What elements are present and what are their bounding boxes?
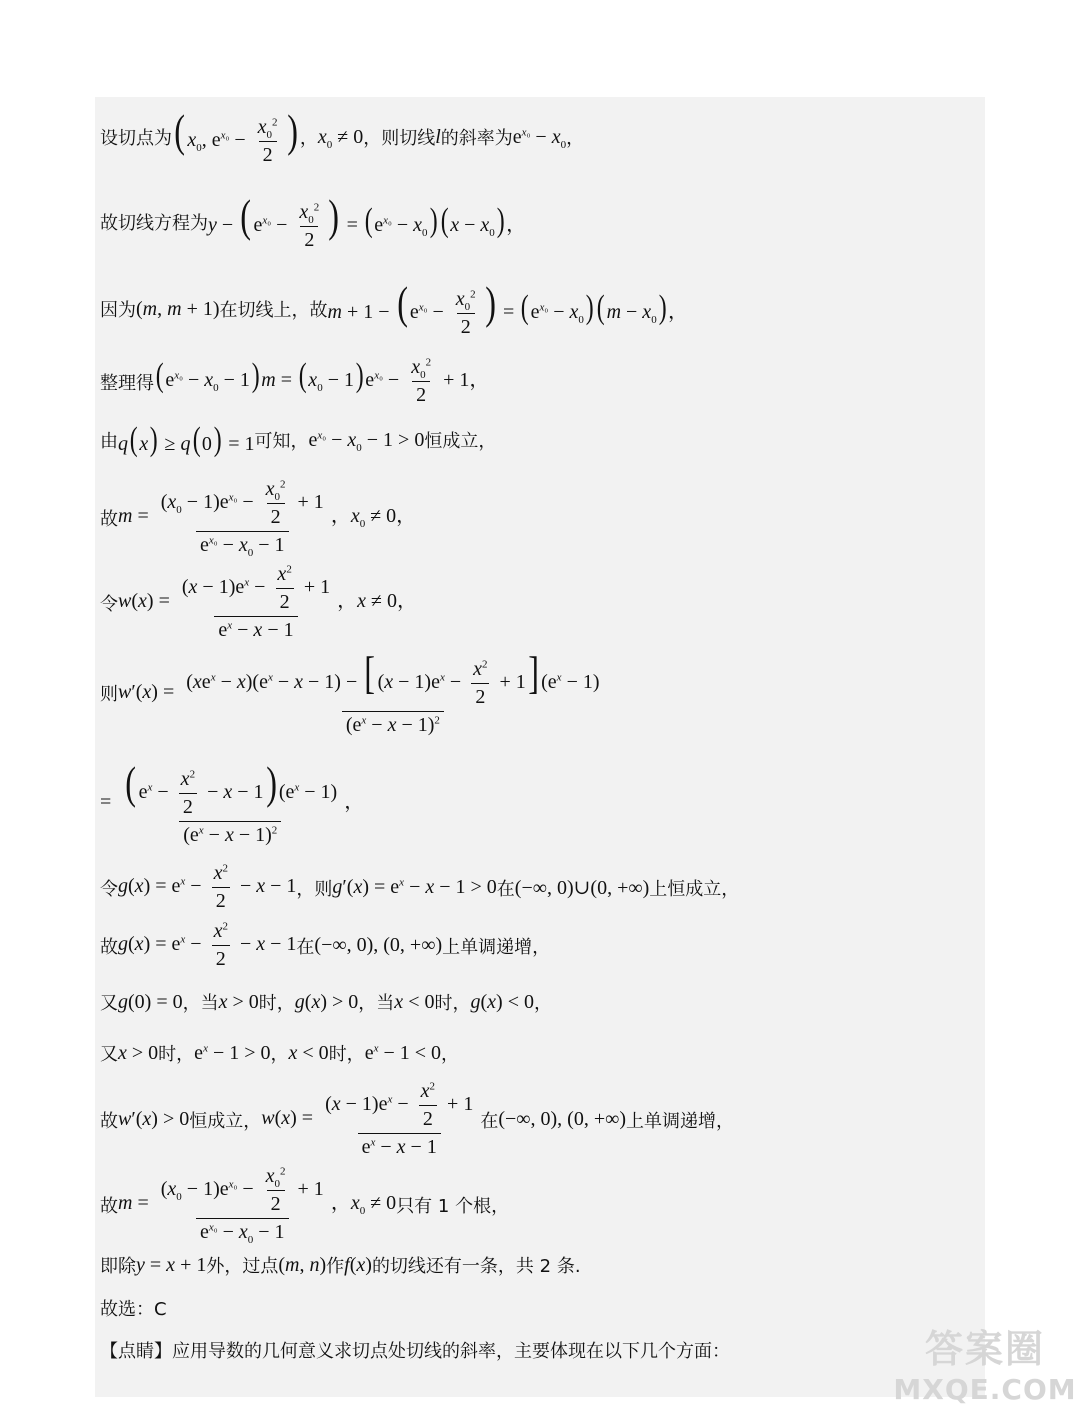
text: 在 <box>496 878 515 900</box>
formula: m + 1 − ( $e^{x_0}$ − $\frac{x_0^2}{2}$ ) = $(e^{x_0} - x_0)(m - x_0)$， <box>327 277 689 338</box>
line-rearrange <box>100 356 489 407</box>
text: 时， <box>434 993 471 1014</box>
text: 时， <box>158 1044 195 1065</box>
text: ，则 <box>296 878 333 900</box>
formula: y − ( $e^{x_0}$ − $\frac{x_0^2}{2}$ ) = $(e^{x_0} - x_0)(x - x_0)$， <box>208 190 527 251</box>
line-tangent-equation <box>100 190 527 252</box>
text: ， <box>533 993 552 1014</box>
text: 的斜率为 <box>440 128 513 150</box>
answer-text: 故选：C <box>100 1299 167 1320</box>
formula: y = x + 1 <box>136 1253 207 1276</box>
text: 令 <box>100 593 118 615</box>
line-w-derivative-simplified <box>100 757 365 847</box>
text: 又 <box>100 993 118 1014</box>
formula: x < 0 <box>288 1041 329 1064</box>
line-define-w <box>100 563 417 642</box>
line-q-inequality <box>100 423 496 457</box>
formula: $e^x - 1 > 0$ <box>194 1041 271 1064</box>
formula: (m, m + 1) <box>136 297 220 320</box>
formula: w(x) = $(x - 1)e^x$ − $\frac{x^2}{2}$ + 1 $e^x - x - 1$ <box>261 1080 474 1158</box>
text: 因为 <box>100 300 136 322</box>
line-define-g <box>100 862 739 913</box>
text: 又 <box>100 1044 118 1065</box>
text: 上恒成立， <box>649 878 740 900</box>
text: 作 <box>326 1256 345 1277</box>
formula: $g'(x) = e^x - x - 1 > 0$ <box>332 876 497 898</box>
line-remark <box>100 1337 730 1363</box>
formula: ( $x_0$, $e^{x_0}$ − $\frac{x_0^2}{2}$ ) <box>174 105 298 166</box>
formula: $(e^{x_0} - x_0 - 1)m = (x_0 - 1)e^{x_0}$ − $\frac{x_0^2}{2}$ + 1， <box>155 356 490 406</box>
formula: f(x) <box>344 1253 372 1276</box>
text: 时， <box>258 993 295 1014</box>
watermark-bottom-text: MXQE.COM <box>893 1373 1077 1406</box>
formula: $e^{x_0} - x_0 - 1 > 0$ <box>308 428 425 454</box>
text: 故 <box>100 936 118 958</box>
formula: g(x) < 0 <box>470 990 534 1013</box>
text: 的切线还有一条，共 2 条. <box>371 1256 581 1277</box>
text: ， <box>566 128 585 150</box>
text: ，当 <box>182 993 219 1014</box>
text: 在 <box>480 1110 499 1132</box>
formula: m = $(x_0 - 1)e^{x_0}$ − $\frac{x_0^2}{2}$ + 1 $e^{x_0} - x_0 - 1$ ，$x_0 \ne 0$， <box>118 478 417 559</box>
text: 上单调递增， <box>442 936 551 958</box>
formula: $x_0 \ne 0$ <box>317 125 364 151</box>
formula: w′(x) > 0 <box>118 1108 190 1130</box>
text: 在切线上，故 <box>219 300 328 322</box>
text: 恒成立， <box>189 1110 262 1132</box>
line-m-expression <box>100 478 416 557</box>
text: 由 <box>100 431 118 452</box>
text: 恒成立， <box>424 431 497 452</box>
line-w-derivative <box>100 647 607 737</box>
formula: w′(x) = $(xe^x - x)(e^x - x - 1)$ − [ $(x - 1)e^x$ − $\frac{x^2}{2}$ + 1] $(e^x - 1)$ $(e^x - x - 1)^2$ <box>118 647 600 736</box>
watermark-top-text: 答案圈 <box>924 1327 1045 1371</box>
line-tangent-point <box>100 105 585 167</box>
text: ，则切线 <box>363 128 436 150</box>
text: ， <box>270 1044 289 1065</box>
text: 可知， <box>254 431 309 452</box>
formula: l <box>435 125 441 148</box>
line-g-increasing <box>100 920 550 971</box>
formula: m = $(x_0 - 1)e^{x_0}$ − $\frac{x_0^2}{2}$ + 1 $e^{x_0} - x_0 - 1$ ，$x_0 \ne 0$ <box>118 1165 397 1246</box>
line-w-increasing <box>100 1080 734 1159</box>
text: 故 <box>100 1195 118 1217</box>
formula: g(0) = 0 <box>118 990 183 1013</box>
text: 在 <box>296 936 315 958</box>
formula: x < 0 <box>394 990 435 1013</box>
text: 上单调递增， <box>626 1110 735 1132</box>
text: 时， <box>328 1044 365 1065</box>
line-unique-root <box>100 1165 509 1244</box>
formula: g(x) > 0 <box>294 990 359 1013</box>
formula: x > 0 <box>218 990 259 1013</box>
text: ， <box>441 1044 460 1065</box>
formula: (m, n) <box>278 1253 327 1276</box>
line-conclusion <box>100 1252 581 1278</box>
formula: $g(x) = e^x$ − $\frac{x^2}{2}$ − x − 1 <box>118 862 297 912</box>
line-exp-sign <box>100 1040 459 1066</box>
text: 故 <box>100 1110 118 1132</box>
formula: $g(x) = e^x$ − $\frac{x^2}{2}$ − x − 1 <box>118 920 297 970</box>
text: 故切线方程为 <box>100 213 208 235</box>
watermark-logo <box>890 1318 1080 1408</box>
formula: = ( $e^x$ − $\frac{x^2}{2}$ − x − 1) $(e^x - 1)$ $(e^x - x - 1)^2$ ， <box>100 757 365 846</box>
text: ， <box>299 128 318 150</box>
line-answer <box>100 1295 167 1321</box>
formula: w(x) = $(x - 1)e^x$ − $\frac{x^2}{2}$ + 1 $e^x - x - 1$ ，x ≠ 0， <box>118 563 417 641</box>
text: 令 <box>100 878 118 900</box>
formula: (−∞, 0), (0, +∞) <box>314 934 443 956</box>
line-point-on-tangent <box>100 277 689 339</box>
formula: (−∞, 0), (0, +∞) <box>498 1108 627 1130</box>
formula: q(x) ≥ q(0) = 1 <box>118 421 255 458</box>
formula: $e^{x_0} - x_0$ <box>512 125 567 151</box>
text: 只有 1 个根， <box>396 1195 510 1217</box>
remark-text: 【点睛】应用导数的几何意义求切点处切线的斜率，主要体现在以下几个方面： <box>100 1341 730 1362</box>
line-g-sign <box>100 989 552 1015</box>
text: 整理得 <box>100 372 154 394</box>
text: ，当 <box>358 993 395 1014</box>
formula: x > 0 <box>118 1041 159 1064</box>
text: 则 <box>100 684 118 706</box>
text: 设切点为 <box>100 128 172 150</box>
formula: (−∞, 0)∪(0, +∞) <box>514 877 650 899</box>
text: 即除 <box>100 1256 136 1277</box>
text: 故 <box>100 508 118 530</box>
formula: $e^x - 1 < 0$ <box>364 1041 442 1064</box>
text: 外，过点 <box>206 1256 279 1277</box>
